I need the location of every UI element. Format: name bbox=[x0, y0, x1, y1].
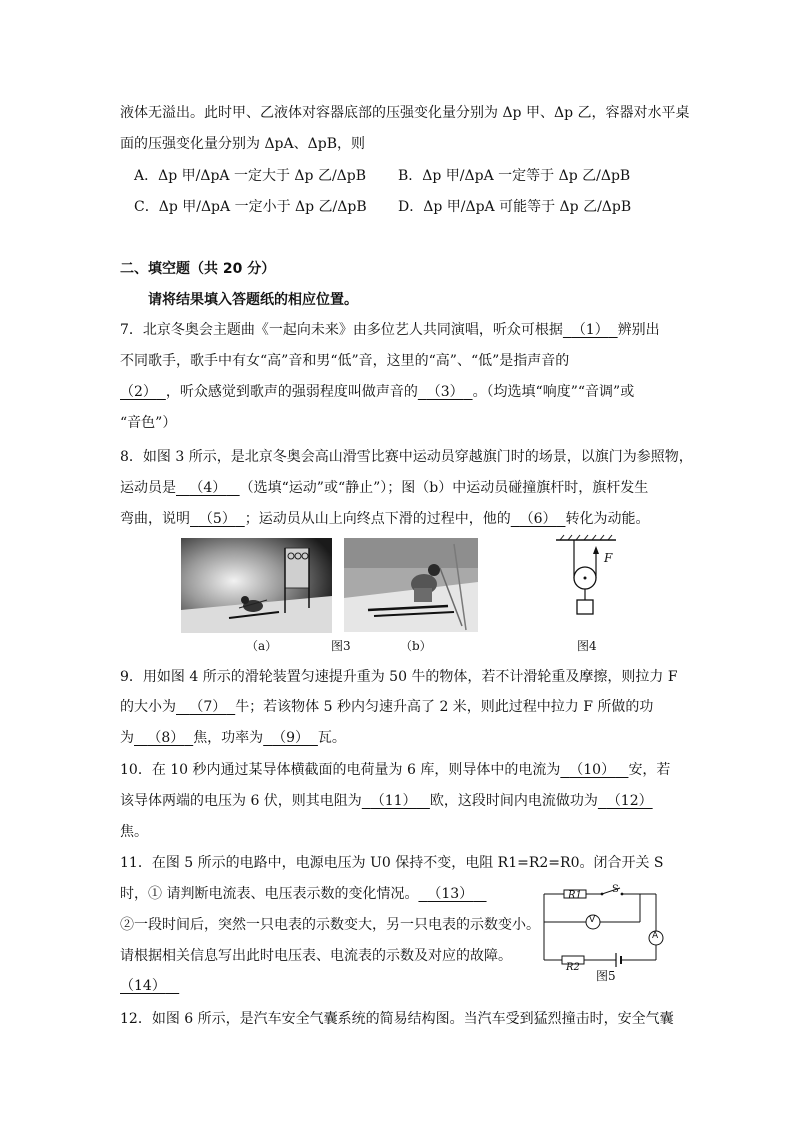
q9-text: 的大小为 bbox=[120, 699, 176, 715]
caption-fig5: 图5 bbox=[596, 969, 616, 983]
blank-13: （13） bbox=[427, 886, 474, 902]
q7-line-2: 不同歌手，歌手中有女“高”音和男“低”音，这里的“高”、“低”是指声音的 bbox=[120, 353, 570, 369]
force-label: F bbox=[604, 551, 613, 565]
q11-line-2 bbox=[120, 884, 487, 904]
r1-label: R1 bbox=[568, 890, 582, 901]
q9-line-1: 9．用如图 4 所示的滑轮装置匀速提升重为 50 牛的物体，若不计滑轮重及摩擦，则拉力 F bbox=[120, 669, 678, 685]
blank-10: （10） bbox=[569, 762, 616, 778]
q6-option-b: B．Δp 甲/ΔpA 一定等于 Δp 乙/ΔpB bbox=[398, 168, 631, 184]
blank-8: （8） bbox=[147, 730, 185, 746]
q8-text: ；运动员从山上向终点下滑的过程中，他的 bbox=[244, 511, 511, 527]
switch-label: S bbox=[612, 884, 619, 895]
circuit-diagram bbox=[536, 880, 670, 980]
q6-option-d: D．Δp 甲/ΔpA 可能等于 Δp 乙/ΔpB bbox=[398, 199, 632, 215]
blank-5: （5） bbox=[198, 511, 236, 527]
q8-text: 运动员是 bbox=[120, 480, 176, 496]
blank-14: （14） bbox=[120, 978, 166, 994]
q6-option-a: A．Δp 甲/ΔpA 一定大于 Δp 乙/ΔpB bbox=[134, 168, 367, 184]
caption-fig4: 图4 bbox=[577, 639, 597, 653]
q8-line-2 bbox=[120, 478, 648, 498]
q9-text: 瓦。 bbox=[317, 730, 346, 746]
q7-text: ，听众感觉到歌声的强弱程度叫做声音的 bbox=[165, 384, 418, 400]
blank-6: （6） bbox=[519, 511, 557, 527]
blank-12: （12） bbox=[606, 793, 653, 809]
q11-line-5 bbox=[120, 976, 179, 996]
q6-option-c: C．Δp 甲/ΔpA 一定小于 Δp 乙/ΔpB bbox=[134, 199, 367, 215]
q9-line-2 bbox=[120, 697, 653, 717]
q7-line-3 bbox=[120, 382, 634, 402]
voltmeter-icon: V bbox=[589, 915, 596, 925]
caption-b: （b） bbox=[400, 639, 432, 653]
q10-line-1 bbox=[120, 760, 670, 780]
q9-text: 牛；若该物体 5 秒内匀速升高了 2 米，则此过程中拉力 F 所做的功 bbox=[235, 699, 654, 715]
q9-line-3 bbox=[120, 728, 346, 748]
q11-text: 时，① 请判断电流表、电压表示数的变化情况。 bbox=[120, 886, 419, 902]
q11-line-1: 11．在图 5 所示的电路中，电源电压为 U0 保持不变，电阻 R1=R2=R0。闭合开关 S bbox=[120, 855, 664, 871]
section-instruction: 请将结果填入答题纸的相应位置。 bbox=[148, 292, 358, 308]
ski-photo-a bbox=[181, 538, 332, 633]
q7-text: 辨别出 bbox=[617, 322, 660, 338]
section-title: 二、填空题（共 20 分） bbox=[120, 261, 276, 277]
q12-line-1: 12．如图 6 所示，是汽车安全气囊系统的简易结构图。当汽车受到猛烈撞击时，安全气囊 bbox=[120, 1011, 674, 1027]
blank-11: （11） bbox=[370, 793, 417, 809]
r2-label: R2 bbox=[566, 962, 580, 973]
caption-fig3: 图3 bbox=[331, 639, 351, 653]
q10-line-2 bbox=[120, 791, 653, 811]
blank-1: （1） bbox=[571, 322, 609, 338]
q11-line-3: ②一段时间后，突然一只电表的示数变大，另一只电表的示数变小。 bbox=[120, 917, 540, 933]
q10-text: 10．在 10 秒内通过某导体横截面的电荷量为 6 库，则导体中的电流为 bbox=[120, 762, 561, 778]
blank-4: （4） bbox=[189, 480, 227, 496]
q7-text: 。（均选填“响度”“音调”或 bbox=[472, 384, 635, 400]
q11-line-4: 请根据相关信息写出此时电压表、电流表的示数及对应的故障。 bbox=[120, 948, 512, 964]
caption-a: （a） bbox=[246, 639, 278, 653]
q10-text: 欧，这段时间内电流做功为 bbox=[429, 793, 598, 809]
ammeter-icon: A bbox=[652, 931, 659, 941]
blank-2: （2） bbox=[120, 384, 157, 400]
q7-text: 7．北京冬奥会主题曲《一起向未来》由多位艺人共同演唱，听众可根据 bbox=[120, 322, 563, 338]
q7-line-4: “音色”） bbox=[120, 415, 177, 431]
q10-text: 该导体两端的电压为 6 伏，则其电阻为 bbox=[120, 793, 362, 809]
q8-text: 转化为动能。 bbox=[565, 511, 650, 527]
q8-text: 弯曲，说明 bbox=[120, 511, 190, 527]
q8-line-1: 8．如图 3 所示，是北京冬奥会高山滑雪比赛中运动员穿越旗门时的场景，以旗门为参照物， bbox=[120, 449, 693, 465]
q8-text: （选填“运动”或“静止”）；图（b）中运动员碰撞旗杆时，旗杆发生 bbox=[239, 480, 649, 496]
q6-line-1: 液体无溢出。此时甲、乙液体对容器底部的压强变化量分别为 Δp 甲、Δp 乙，容器对水平桌 bbox=[120, 105, 690, 121]
q8-line-3 bbox=[120, 509, 649, 529]
q10-line-3: 焦。 bbox=[120, 824, 148, 840]
q10-text: 安，若 bbox=[628, 762, 671, 778]
q7-line-1 bbox=[120, 320, 660, 340]
q6-line-2: 面的压强变化量分别为 ΔpA、ΔpB，则 bbox=[120, 136, 365, 152]
blank-9: （9） bbox=[272, 730, 310, 746]
q9-text: 焦，功率为 bbox=[193, 730, 264, 746]
pulley-diagram bbox=[550, 534, 630, 630]
q9-text: 为 bbox=[120, 730, 134, 746]
ski-photo-b bbox=[344, 538, 478, 632]
blank-7: （7） bbox=[189, 699, 227, 715]
blank-3: （3） bbox=[426, 384, 464, 400]
